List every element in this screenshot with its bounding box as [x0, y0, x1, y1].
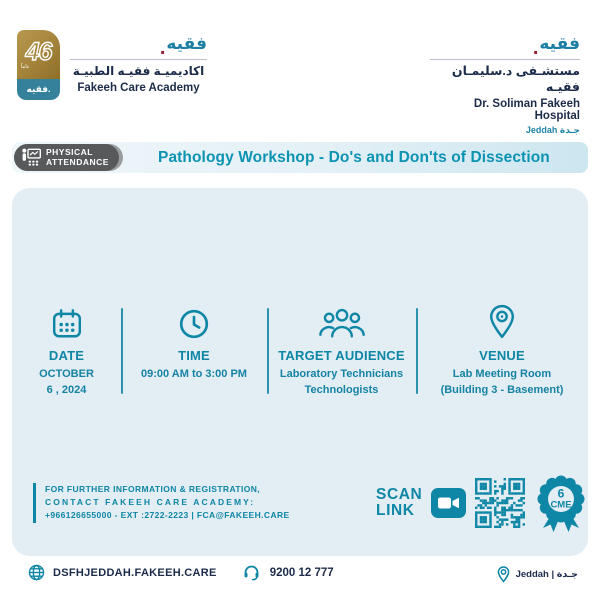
attendance-line2: ATTENDANCE — [46, 156, 109, 167]
academy-arabic-wordmark — [70, 33, 207, 59]
time-label: TIME — [178, 348, 210, 363]
badge-brand-strip: فقيه. — [17, 79, 60, 100]
hospital-english-name: Dr. Soliman Fakeeh Hospital — [473, 98, 580, 123]
footer-phone: 9200 12 777 — [269, 566, 334, 579]
scan-line2: LINK — [376, 502, 415, 519]
venue-label: VENUE — [479, 348, 525, 363]
date-line1: OCTOBER — [39, 368, 94, 380]
cme-rosette-badge — [534, 472, 588, 534]
hospital-arabic-name: مستشـفى د.سليمـان فقيـه — [451, 64, 580, 94]
clock-icon — [178, 298, 210, 340]
attendance-line1: PHYSICAL — [46, 147, 93, 158]
footer — [0, 564, 600, 590]
date-line2: 6 , 2024 — [46, 383, 87, 396]
footer-contacts — [28, 564, 334, 581]
time-column — [121, 298, 267, 399]
logo-divider — [430, 59, 580, 60]
registration-contact-block — [33, 483, 290, 523]
qr-code — [475, 478, 525, 528]
target-audience-column — [267, 298, 416, 399]
hospital-logo-text: فقيه — [539, 34, 580, 54]
event-info-row — [12, 298, 588, 399]
soliman-fakeeh-hospital-logo — [430, 33, 580, 136]
logo-divider — [70, 59, 207, 60]
contact-line2: CONTACT FAKEEH CARE ACADEMY: — [45, 497, 256, 508]
fakeeh-care-academy-logo — [70, 33, 207, 94]
logo-dot: . — [532, 37, 539, 59]
academy-logo-text: فقيه — [166, 34, 207, 54]
video-camera-icon — [431, 488, 466, 518]
time-line1: 09:00 AM to 3:00 PM — [141, 368, 247, 380]
venue-line2: (Building 3 - Basement) — [440, 383, 564, 396]
hospital-city: Jeddah جـدة — [525, 125, 580, 136]
attendance-badge — [14, 144, 123, 171]
workshop-title-bar — [12, 142, 588, 173]
scan-link-area — [376, 474, 588, 532]
location-pin-icon — [497, 566, 510, 583]
target-audience-label: TARGET AUDIENCE — [278, 348, 405, 363]
cme-count: 6 — [557, 486, 565, 501]
logo-dot: . — [159, 37, 166, 59]
audience-icon — [318, 298, 366, 340]
attendance-badge-text — [46, 148, 109, 167]
presenter-icon — [21, 148, 41, 167]
anniversary-46-badge — [17, 30, 60, 100]
cme-unit: CME — [550, 499, 572, 511]
footer-location — [497, 566, 578, 583]
scan-link-label — [376, 487, 422, 520]
location-pin-icon — [488, 298, 516, 340]
contact-line3: +966126655000 - EXT :2722-2223 | FCA@FAKEEH.CARE — [45, 510, 290, 521]
audience-line1: Laboratory Technicians — [279, 368, 404, 380]
footer-website: DSFHJEDDAH.FAKEEH.CARE — [53, 566, 217, 579]
target-audience-value — [280, 367, 403, 399]
academy-arabic-name: اكاديميـة فقيـه الطبيـة — [72, 64, 205, 78]
footer-city: Jeddah | جـدة — [515, 569, 578, 580]
hospital-arabic-wordmark — [430, 33, 580, 59]
venue-value — [441, 367, 564, 399]
event-details-card — [12, 188, 588, 556]
calendar-icon — [51, 298, 83, 340]
venue-column — [416, 298, 588, 399]
audience-line2: Technologists — [304, 383, 379, 396]
date-label: DATE — [48, 348, 85, 363]
workshop-title: Pathology Workshop - Do's and Don'ts of Dissection — [158, 148, 550, 166]
contact-line1: FOR FURTHER INFORMATION & REGISTRATION, — [45, 484, 261, 494]
globe-icon — [28, 564, 45, 581]
academy-english-name: Fakeeh Care Academy — [77, 82, 200, 94]
time-value — [141, 367, 247, 383]
scan-line1: SCAN — [376, 485, 423, 503]
date-column — [12, 298, 121, 399]
badge-years-label: عاماً — [21, 63, 30, 70]
badge-46-number: 46 — [25, 37, 52, 66]
headset-icon — [243, 564, 260, 581]
badge-gold-panel — [17, 30, 60, 79]
date-value — [39, 367, 94, 399]
venue-line1: Lab Meeting Room — [452, 368, 552, 380]
